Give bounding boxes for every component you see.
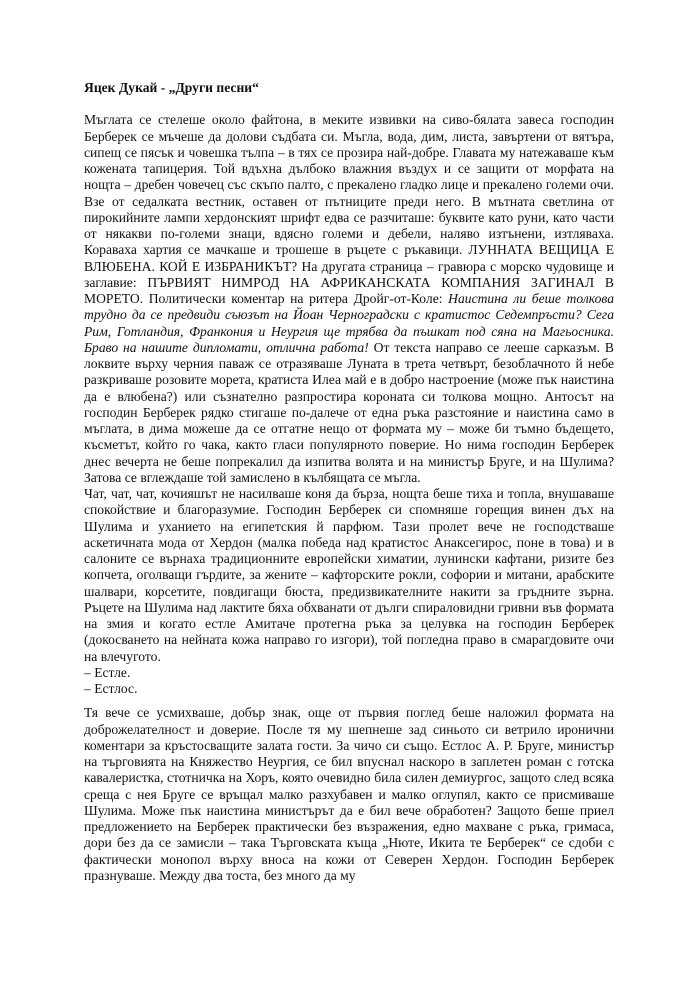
paragraph-1-text-b: От текста направо се лееше сарказъм. В локвите върху черния паваж се отразяваше Луната в трета четвърт, безоблачното й небе разкриваше розовите морета, кратиста Илеа май е в добро настроение (може пък наистина да е влюбена?) или съзнателно разпростира короната си толкова мощно. Антосът на господин Берберек рядко стигаше по-далече от една ръка разстояние и наистина само в мъглата, в дима можеше да се отгатне нещо от формата му – може би тъмно бъдещето, късметът, който го чака, както гласи популярното поверие. Но нима господин Берберек днес вечерта не беше попрекалил да изпитва волята и на министър Бруге, и на Шулима? Затова се вглеждаше той замислено в кълбящата се мъгла. — [84, 339, 614, 485]
paragraph-1 — [84, 112, 614, 486]
paragraph-1-text-a: Мъглата се стелеше около файтона, в меките извивки на сиво-бялата завеса господин Берберек се мъчеше да долови съдбата си. Мъгла, вода, дим, листа, завъртени от вятъра, сипещ се пясък и човешка тълпа – в тях се прозира най-добре. Главата му натежаваше към кожената тапицерия. Той вдъхна дълбоко влажния въздух и се защити от морфата на нощта – дребен човечец със скъпо палто, с прекалено гладко лице и прекалено големи очи. Взе от седалката вестник, оставен от пътниците преди него. В мътната светлина от пирокийните лампи хердонският шрифт едва се разчиташе: буквите като руни, като части от някакви по-големи знаци, вдясно големи и дебели, наляво изтънени, изтляваха. Кораваха хартия се мачкаше и трошеше в ръцете с ръкавици. ЛУННАТА ВЕЩИЦА Е ВЛЮБЕНА. КОЙ Е ИЗБРАНИКЪТ? На другата страница – гравюра с морско чудовище и заглавие: ПЪРВИЯТ НИМРОД НА АФРИКАНСКАТА КОМПАНИЯ ЗАГИНАЛ В МОРЕТО. Политически коментар на ритера Дройг-от-Коле: — [84, 112, 614, 306]
document-body — [84, 80, 614, 884]
paragraph-1-italic-quote: Наистина ли беше толкова трудно да се предвиди съюзът на Йоан Черноградски с кратистос Седемпръсти? Сега Рим, Готландия, Франкония и Неургия ще трябва да пъшкат под сянa на Магьосника. Браво на нашите дипломати, отлична работа! — [84, 291, 614, 355]
dialogue-line-2: – Естлос. — [84, 681, 138, 696]
paragraph-3: Тя вече се усмихваше, добър знак, още от първия поглед беше наложил формата на доброжелателност и доверие. После тя му шепнеше зад синьото си ветрило иронични коментари за кръстосващите залата гости. За чичо си също. Естлос А. Р. Бруге, министър на търговията на Княжество Неургия, се бил впуснал наскоро в заплетен роман с готска кавалеристка, стотничка на Хоръ, която очевидно била силен демиургос, защото след всяка среща с нея Бруге се връщал малко разхубавен и малко оглупял, както се присмиваше Шулима. Може пък наистина министърът да е бил вече обработен? Защото беше приел предложението на Берберек практически без възражения, едно махване с ръка, гримаса, дори без да се замисли – така Търговската къща „Нюте, Икита те Берберек“ се сдоби с фактически монопол върху вноса на кожи от Северен Хердон. Господин Берберек празнуваше. Между два тоста, без много да му — [84, 705, 614, 883]
paragraph-2: Чат, чат, чат, кочияшът не насилваше коня да бърза, нощта беше тиха и топла, внушаваше спокойствие и благоразумие. Господин Берберек си спомняше горещия винен дъх на Шулима и уханието на египетския й парфюм. Тази пролет вече не господстваше аскетичната мода от Хердон (малка победа над кратистос Анаксегирос, поне в това) и в салоните се върнаха традиционните европейски химатии, лунински кафтани, ризите без копчета, оголващи гърдите, за жените – кафторските рокли, софории и митани, арабските шалвари, корсетите, повдигащи бюста, предизвикателните накити за гръдните зърна. Ръцете на Шулима над лактите бяха обхванати от дълги спираловидни гривни във формата на змия и когато естле Амитаче протегна ръка за целувка на господин Берберек (докосването на нейната кожа направо го изгори), той погледна право в смарагдовите очи на влечугото. — [84, 486, 614, 664]
document-title: Яцек Дукай - „Други песни“ — [84, 80, 259, 95]
dialogue-line-1: – Естле. — [84, 664, 131, 680]
